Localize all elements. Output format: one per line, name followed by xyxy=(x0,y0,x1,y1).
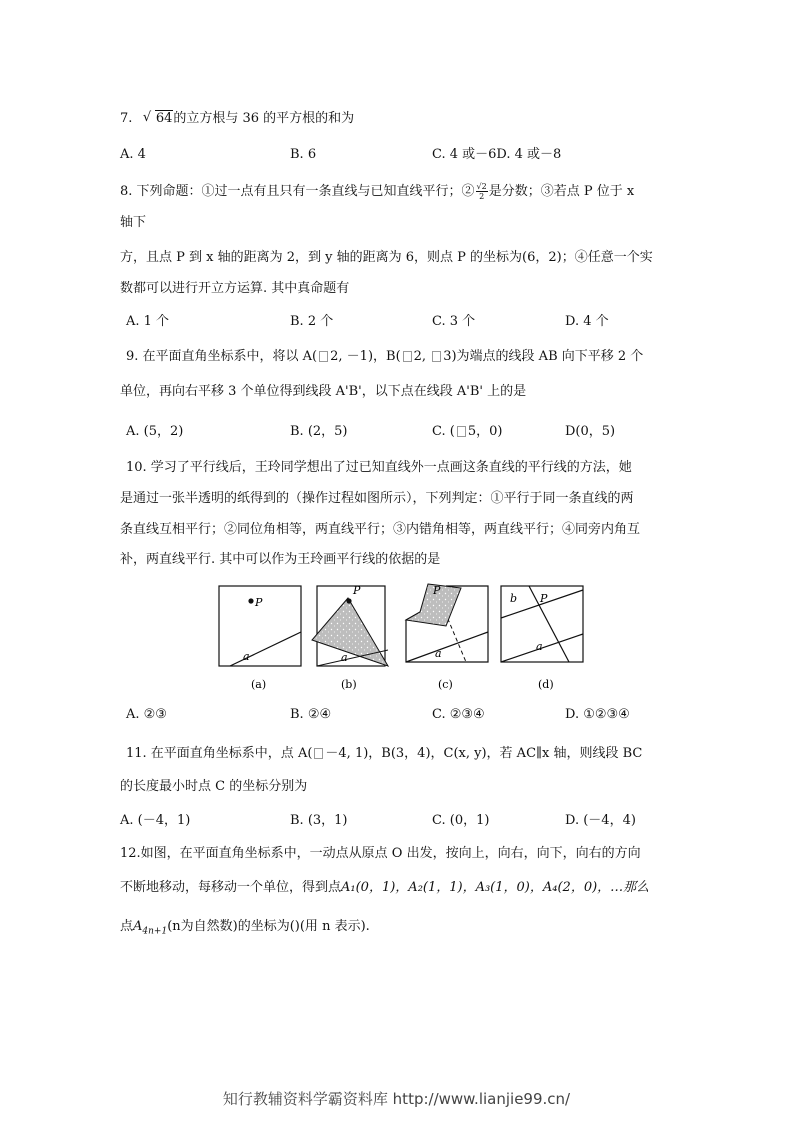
label-p: P xyxy=(433,584,441,597)
q7-stem: 7. √ 64的立方根与 36 的平方根的和为 xyxy=(120,110,354,128)
q10-option-d: D. ①②③④ xyxy=(565,707,630,722)
q11-line-1: 11. 在平面直角坐标系中，点 A( －4, 1)，B(3，4)，C(x, y)，若 AC∥x 轴，则线段 BC xyxy=(126,746,643,761)
q10-line-4: 补，两直线平行. 其中可以作为王玲画平行线的依据的是 xyxy=(120,552,441,567)
q9-line-1: 9. 在平面直角坐标系中，将以 A( 2, －1)，B( 2, 3)为端点的线段 AB 向下平移 2 个 xyxy=(126,349,644,364)
missing-glyph-box xyxy=(314,748,323,759)
label-a: a xyxy=(536,640,543,653)
figure-c-caption: (c) xyxy=(438,678,453,691)
sqrt-symbol: √ 64 xyxy=(145,110,174,128)
q8-line-2: 轴下 xyxy=(120,215,147,230)
missing-glyph-box xyxy=(457,426,466,437)
q10-line-3: 条直线互相平行；②同位角相等，两直线平行；③内错角相等，两直线平行；④同旁内角互 xyxy=(120,522,641,537)
q10-option-a: A. ②③ xyxy=(126,707,167,722)
missing-glyph-box xyxy=(403,351,412,362)
figure-c xyxy=(406,584,488,691)
sqrt2-over-2-fraction: $\frac{√2}{2}$ xyxy=(476,182,487,201)
q10-line-1: 10. 学习了平行线后，王玲同学想出了过已知直线外一点画这条直线的平行线的方法，她 xyxy=(126,460,632,475)
label-a: a xyxy=(243,650,250,663)
missing-glyph-box xyxy=(319,351,328,362)
label-b: b xyxy=(510,592,518,605)
q9-option-c: C. ( 5，0) xyxy=(432,424,503,439)
figure-a xyxy=(219,586,301,691)
q12-line-2: 不断地移动，每移动一个单位，得到点A₁(0，1)，A₂(1，1)，A₃(1，0)，A₄(2，0)，…那么 xyxy=(120,880,650,895)
label-a: a xyxy=(435,647,442,660)
q9-option-d: D(0，5) xyxy=(565,424,616,439)
q11-option-a: A. (－4，1) xyxy=(120,813,191,828)
label-p: P xyxy=(353,584,361,597)
q11-line-2: 的长度最小时点 C 的坐标分别为 xyxy=(120,779,308,794)
q11-option-b: B. (3，1) xyxy=(290,813,348,828)
figure-b xyxy=(312,584,388,691)
q11-option-d: D. (－4，4) xyxy=(565,813,636,828)
q10-line-2: 是通过一张半透明的纸得到的（操作过程如图所示），下列判定：①平行于同一条直线的两 xyxy=(120,491,634,506)
q12-line-3: 点$A_{4n+1}(n$为自然数)的坐标为()(用 n 表示). xyxy=(120,919,370,937)
q9-option-a: A. (5，2) xyxy=(126,424,184,439)
missing-glyph-box xyxy=(432,351,441,362)
q7-option-c: C. 4 或－6D. 4 或－8 xyxy=(432,147,562,162)
q12-line-1: 12.如图，在平面直角坐标系中，一动点从原点 O 出发，按向上，向右，向下，向右的方向 xyxy=(120,846,641,861)
label-p: P xyxy=(540,592,548,605)
point-p xyxy=(248,598,253,603)
q10-figures xyxy=(210,580,600,700)
q7-option-a: A. 4 xyxy=(120,147,146,162)
figure-d-caption: (d) xyxy=(538,678,554,691)
q10-option-c: C. ②③④ xyxy=(432,707,485,722)
figure-a-caption: (a) xyxy=(251,678,267,691)
q8-option-a: A. 1 个 xyxy=(126,314,170,329)
label-p: P xyxy=(255,596,263,609)
figure-d xyxy=(501,586,583,691)
q10-option-b: B. ②④ xyxy=(290,707,332,722)
q8-line-3: 方，且点 P 到 x 轴的距离为 2，到 y 轴的距离为 6，则点 P 的坐标为(6，2)；④任意一个实 xyxy=(120,250,653,265)
point-p xyxy=(346,598,351,603)
q8-option-b: B. 2 个 xyxy=(290,314,334,329)
q9-line-2: 单位，再向右平移 3 个单位得到线段 A'B'，以下点在线段 A'B' 上的是 xyxy=(120,384,527,399)
q8-option-c: C. 3 个 xyxy=(432,314,476,329)
figure-b-caption: (b) xyxy=(341,678,357,691)
q8-line-1: 8. 下列命题：①过一点有且只有一条直线与已知直线平行；② $\frac{√2}{2}$ 是分数；③若点 P 位于 x xyxy=(120,182,635,201)
q7-option-b: B. 6 xyxy=(290,147,317,162)
footer-watermark: 知行教辅资料学霸资料库 http://www.lianjie99.cn/ xyxy=(222,1090,571,1108)
q9-option-b: B. (2，5) xyxy=(290,424,348,439)
q8-option-d: D. 4 个 xyxy=(565,314,609,329)
q8-line-4: 数都可以进行开立方运算. 其中真命题有 xyxy=(120,281,350,296)
label-a: a xyxy=(341,651,348,664)
q11-option-c: C. (0，1) xyxy=(432,813,490,828)
